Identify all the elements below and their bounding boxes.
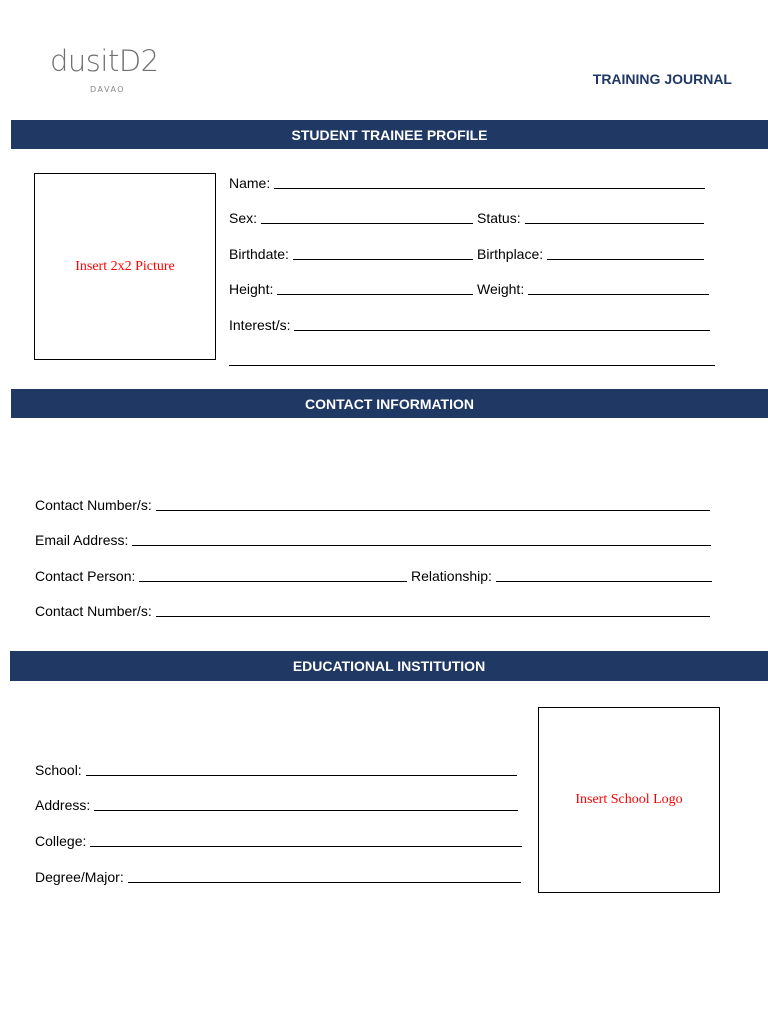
degree-line[interactable] [128,882,521,883]
school-logo-placeholder-label: Insert School Logo [575,792,683,807]
status-label: Status: [477,210,521,226]
section-title: CONTACT INFORMATION [304,395,474,412]
school-line[interactable] [86,775,517,776]
interests-extra-line[interactable] [229,365,715,366]
section-header-contact [11,389,768,418]
picture-placeholder-label: Insert 2x2 Picture [75,258,175,274]
email-label: Email Address: [35,532,129,548]
school-field[interactable] [35,760,517,778]
sex-label: Sex: [229,210,258,226]
brand-logo: dusitD2 [50,44,159,78]
degree-field[interactable] [35,867,521,885]
sex-line[interactable] [261,223,473,224]
section-title: STUDENT TRAINEE PROFILE [291,126,488,143]
relationship-field[interactable] [411,566,712,584]
contact-person-label: Contact Person: [35,568,136,584]
email-line[interactable] [132,545,711,546]
contact-number-2-line[interactable] [156,616,710,617]
address-field[interactable] [35,795,518,813]
weight-label: Weight: [477,281,525,297]
email-field[interactable] [35,530,711,548]
birthdate-field[interactable] [229,244,473,262]
height-field[interactable] [229,279,473,297]
name-field[interactable] [229,173,705,191]
degree-label: Degree/Major: [35,869,124,885]
birthplace-field[interactable] [477,244,704,262]
contact-person-line[interactable] [139,581,407,582]
birthdate-label: Birthdate: [229,246,289,262]
college-label: College: [35,833,87,849]
height-line[interactable] [277,294,473,295]
relationship-label: Relationship: [411,568,492,584]
section-header-profile [11,120,768,149]
name-line[interactable] [274,188,705,189]
brand-logo-subtext: DAVAO [90,85,126,94]
height-label: Height: [229,281,274,297]
relationship-line[interactable] [496,581,712,582]
contact-number-label: Contact Number/s: [35,497,152,513]
birthplace-line[interactable] [547,259,704,260]
interests-field[interactable] [229,315,710,333]
contact-number-line[interactable] [156,510,710,511]
college-line[interactable] [90,846,522,847]
college-field[interactable] [35,831,522,849]
weight-field[interactable] [477,279,709,297]
address-label: Address: [35,797,91,813]
weight-line[interactable] [528,294,709,295]
school-logo-placeholder[interactable] [538,707,720,893]
birthplace-label: Birthplace: [477,246,544,262]
status-field[interactable] [477,208,704,226]
school-label: School: [35,762,82,778]
interests-label: Interest/s: [229,317,291,333]
document-title: TRAINING JOURNAL [592,71,732,87]
contact-number-field[interactable] [35,495,710,513]
birthdate-line[interactable] [293,259,473,260]
sex-field[interactable] [229,208,473,226]
picture-placeholder[interactable] [34,173,216,360]
address-line[interactable] [94,810,518,811]
contact-number-2-label: Contact Number/s: [35,603,152,619]
name-label: Name: [229,175,271,191]
contact-person-field[interactable] [35,566,407,584]
status-line[interactable] [525,223,704,224]
section-title: EDUCATIONAL INSTITUTION [292,658,486,674]
interests-line[interactable] [294,330,710,331]
section-header-education [10,651,768,681]
contact-number-2-field[interactable] [35,601,710,619]
